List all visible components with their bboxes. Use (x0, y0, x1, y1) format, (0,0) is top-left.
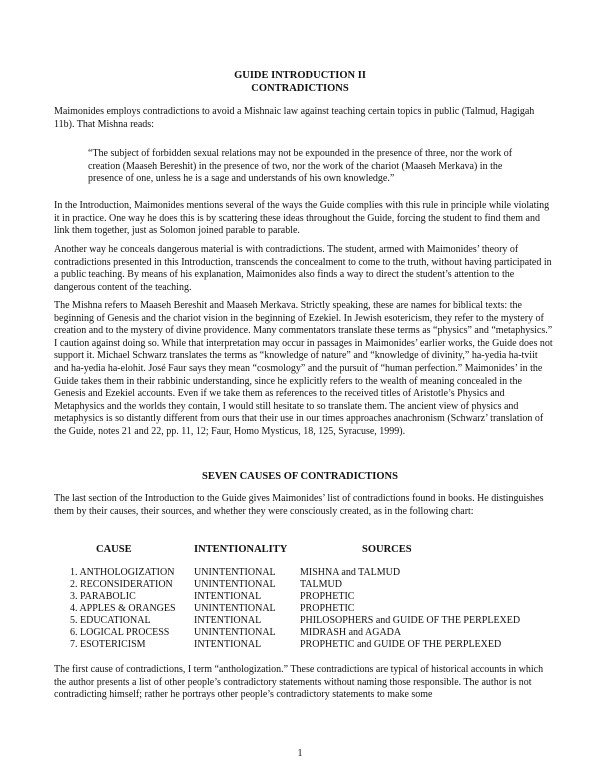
sources-cell: PHILOSOPHERS and GUIDE OF THE PERPLEXED (300, 615, 521, 626)
cause-cell: 2. RECONSIDERATION (70, 579, 173, 590)
intentionality-cell: UNINTENTIONAL (194, 603, 276, 614)
cause-cell: 7. ESOTERICISM (70, 639, 146, 650)
column-header-sources: SOURCES (362, 544, 412, 555)
column-header-intentionality: INTENTIONALITY (194, 544, 288, 555)
table-row (70, 591, 550, 603)
sources-cell: MISHNA and TALMUD (300, 567, 401, 578)
paragraph-anthologization: The first cause of contradictions, I term “anthologization.” These contradictions are typical of historical accounts in which the author presents a list of other people’s contradictory statements without naming those responsible. The author is not contradicting himself; rather he portrays other people’s contradictory statements to make some (54, 664, 544, 701)
intentionality-cell: UNINTENTIONAL (194, 567, 276, 578)
mishna-quote: “The subject of forbidden sexual relations may not be expounded in the presence of three, nor the work of creation (Maaseh Bereshit) in the presence of two, nor the work of the chariot (Maaseh Merkava) in the presence of one, unless he is a sage and understands of his own knowledge.” (88, 148, 513, 185)
table-row (70, 615, 550, 627)
sources-cell: PROPHETIC and GUIDE OF THE PERPLEXED (300, 639, 502, 650)
intentionality-cell: INTENTIONAL (194, 639, 262, 650)
page-number: 1 (297, 748, 303, 759)
column-header-cause: CAUSE (96, 544, 132, 555)
paragraph-contradictions: Another way he conceals dangerous material is with contradictions. The student, armed with Maimonides’ theory of contradictions presented in this Introduction, transcends the concealment to come to the truth, without having participated in a public teaching. By means of his explanation, Maimonides also finds a way to direct the student’s attention to the dangerous content of the teaching. (54, 244, 552, 293)
cause-cell: 3. PARABOLIC (70, 591, 136, 602)
intentionality-cell: UNINTENTIONAL (194, 627, 276, 638)
paragraph-compliance: In the Introduction, Maimonides mentions several of the ways the Guide complies with this rule in principle while violating it in practice. One way he does this is by scattering these ideas throughout the Guide, forcing the student to find them and link them together, just as Solomon joined parable to parable. (54, 200, 550, 237)
page-subtitle: CONTRADICTIONS (251, 83, 349, 94)
sources-cell: MIDRASH and AGADA (300, 627, 402, 638)
table-row (70, 639, 550, 651)
intentionality-cell: INTENTIONAL (194, 615, 262, 626)
intentionality-cell: INTENTIONAL (194, 591, 262, 602)
paragraph-intro: Maimonides employs contradictions to avoid a Mishnaic law against teaching certain topics in public (Talmud, Hagigah 11b). That Mishna reads: (54, 106, 535, 130)
cause-cell: 5. EDUCATIONAL (70, 615, 151, 626)
cause-cell: 4. APPLES & ORANGES (70, 603, 176, 614)
sources-cell: PROPHETIC (300, 591, 355, 602)
paragraph-chart-intro: The last section of the Introduction to the Guide gives Maimonides’ list of contradictions found in books. He distinguishes them by their causes, their sources, and whether they were consciously created, as in the following chart: (54, 493, 544, 517)
table-row (70, 579, 550, 591)
table-row (70, 603, 550, 615)
page-title: GUIDE INTRODUCTION II (234, 70, 366, 81)
sources-cell: PROPHETIC (300, 603, 355, 614)
intentionality-cell: UNINTENTIONAL (194, 579, 276, 590)
section-title: SEVEN CAUSES OF CONTRADICTIONS (202, 471, 398, 482)
cause-cell: 1. ANTHOLOGIZATION (70, 567, 175, 578)
sources-cell: TALMUD (300, 579, 342, 590)
paragraph-mishna-terms: The Mishna refers to Maaseh Bereshit and Maaseh Merkava. Strictly speaking, these are names for biblical texts: the beginning of Genesis and the chariot vision in the beginning of Ezekiel. In Jewish esotericism, they refer to the mystery of creation and to the mystery of divine providence. Many commentators translate these terms as “physics” and “metaphysics.” I caution against doing so. While that interpretation may occur in passages in Maimonides’ earlier works, the Guide does not support it. Michael Schwarz translates the terms as “knowledge of nature” and “knowledge of divinity,” ha-yedia ha-tviit and ha-yedia ha-elohit. José Faur says they mean “cosmology” and the pursuit of “human perfection.” Maimonides’ in the Guide takes them in their rabbinic understanding, since he explicitly refers to the wealth of meaning concealed in the Genesis and Ezekiel accounts. Even if we take them as references to the received titles of Aristotle’s Physics and Metaphysics and the worlds they contain, I would still hesitate to so translate them. The ancient view of physics and metaphysics is so distantly different from ours that their use in our times approaches anachronism (Schwarz’ translation of the Guide, notes 21 and 22, pp. 11, 12; Faur, Homo Mysticus, 18, 125, Syracuse, 1999). (54, 300, 553, 437)
table-row (70, 567, 550, 579)
cause-cell: 6. LOGICAL PROCESS (70, 627, 170, 638)
table-row (70, 627, 550, 639)
